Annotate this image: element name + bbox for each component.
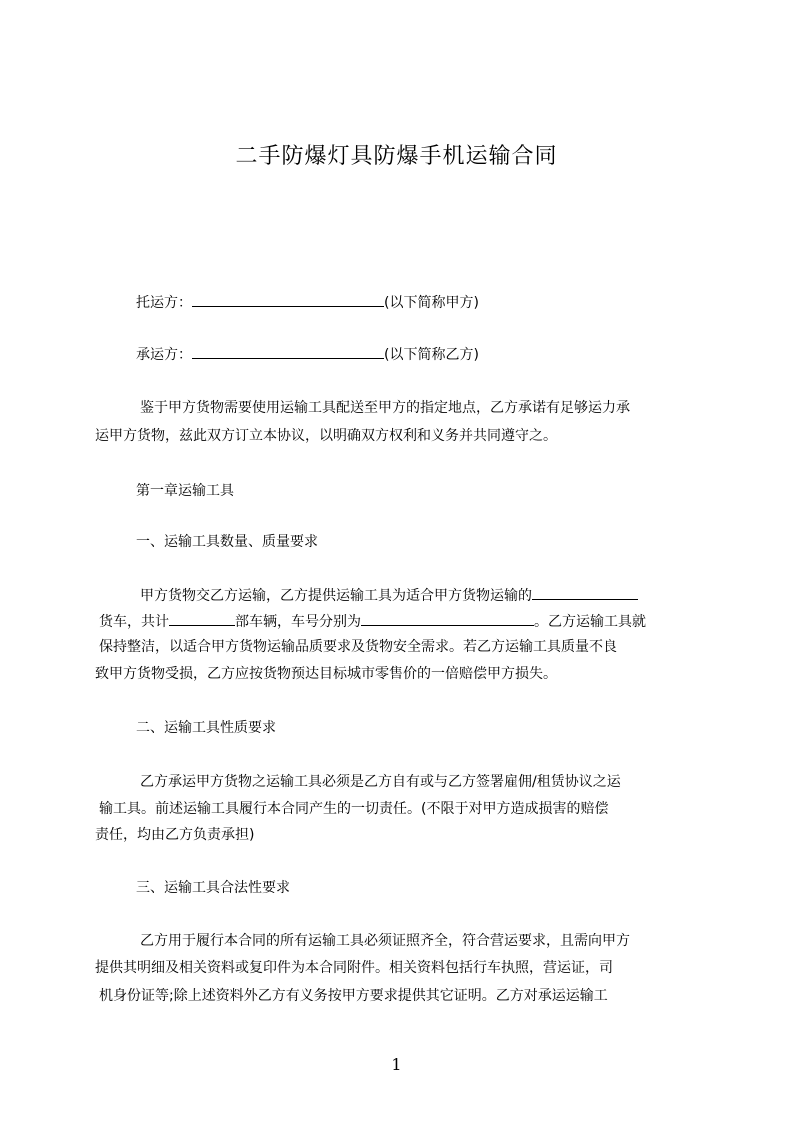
carrier-blank[interactable]: [192, 344, 384, 359]
section-1-line-3: 保持整洁，以适合甲方货物运输品质要求及货物安全需求。若乙方运输工具质量不良: [99, 639, 617, 655]
section-2-line-3: 责任，均由乙方负责承担): [95, 827, 255, 843]
section-3-heading: 三、运输工具合法性要求: [136, 880, 290, 896]
carrier-suffix: (以下简称乙方): [384, 347, 479, 363]
section-1-line-4: 致甲方货物受损，乙方应按货物预达目标城市零售价的一倍赔偿甲方损失。: [95, 666, 557, 682]
shipper-blank[interactable]: [192, 292, 384, 307]
carrier-line: [136, 344, 479, 365]
preamble-line-1: 鉴于甲方货物需要使用运输工具配送至甲方的指定地点，乙方承诺有足够运力承: [140, 400, 630, 416]
section-1-line-2-a: 货车，共计: [99, 614, 169, 630]
section-1-line-2-b: 部车辆，车号分别为: [235, 614, 361, 630]
section-1-heading: 一、运输工具数量、质量要求: [136, 534, 318, 550]
shipper-label: 托运方：: [136, 295, 192, 311]
section-2-line-1: 乙方承运甲方货物之运输工具必须是乙方自有或与乙方签署雇佣/租赁协议之运: [140, 774, 621, 790]
page-number: 1: [391, 1055, 402, 1074]
section-2-heading: 二、运输工具性质要求: [136, 720, 276, 736]
document-title: 二手防爆灯具防爆手机运输合同: [235, 144, 558, 169]
preamble-line-2: 运甲方货物，兹此双方订立本协议，以明确双方权利和义务并共同遵守之。: [95, 428, 557, 444]
shipper-suffix: (以下简称甲方): [384, 295, 479, 311]
chapter-heading: 第一章运输工具: [136, 483, 234, 499]
shipper-line: [136, 292, 479, 313]
section-1-line-1: [140, 585, 638, 606]
section-1-line-2-c: 。乙方运输工具就: [534, 614, 646, 630]
plate-numbers-blank[interactable]: [361, 611, 534, 626]
vehicle-count-blank[interactable]: [169, 611, 235, 626]
section-3-line-3: 机身份证等;除上述资料外乙方有义务按甲方要求提供其它证明。乙方对承运运输工: [99, 988, 608, 1004]
section-2-line-2: 输工具。前述运输工具履行本合同产生的一切责任。(不限于对甲方造成损害的赔偿: [99, 801, 609, 817]
section-1-line-2: [99, 611, 646, 632]
carrier-label: 承运方：: [136, 347, 192, 363]
vehicle-type-blank[interactable]: [532, 585, 638, 600]
section-3-line-2: 提供其明细及相关资料或复印件为本合同附件。相关资料包括行车执照，营运证，司: [95, 960, 613, 976]
section-1-line-1-text: 甲方货物交乙方运输，乙方提供运输工具为适合甲方货物运输的: [140, 588, 532, 604]
section-3-line-1: 乙方用于履行本合同的所有运输工具必须证照齐全，符合营运要求，且需向甲方: [140, 933, 630, 949]
